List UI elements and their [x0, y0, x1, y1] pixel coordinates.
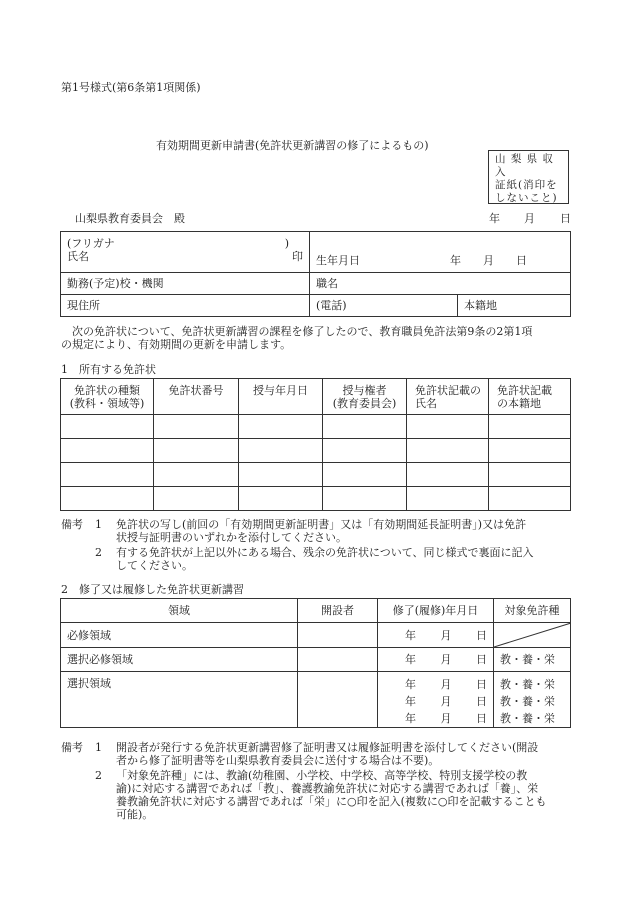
table-row: 必修領域 年 月 日 — [61, 623, 571, 648]
intro-line-2: の規定により、有効期間の更新を申請します。 — [61, 338, 292, 351]
workplace-label: 勤務(予定)校・機関 — [67, 277, 164, 290]
seal-mark: 印 — [292, 250, 303, 263]
workplace-cell[interactable] — [61, 273, 310, 295]
header-completion-date: 修了(履修)年月日 — [378, 599, 494, 623]
addressee: 山梨県教育委員会 殿 — [75, 212, 185, 225]
date-month: 月 — [524, 212, 535, 225]
phone-label: (電話) — [316, 299, 347, 312]
position-label: 職名 — [316, 277, 338, 290]
header-license-number: 免許状番号 — [154, 379, 239, 415]
header-license-type: 免許状の種類 (教科・領域等) — [61, 379, 154, 415]
birth-date-label: 生年月日 — [316, 253, 360, 267]
table-row — [61, 463, 571, 487]
table-row: 選択必修領域 年 月 日 教・養・栄 — [61, 648, 571, 672]
phone-cell[interactable] — [310, 295, 458, 317]
intro-line-1: 次の免許状について、免許状更新講習の課程を修了したので、教育職員免許法第9条の2第1項 — [61, 325, 533, 338]
header-license-name: 免許状記載の 氏名 — [407, 379, 489, 415]
furigana-close: ) — [284, 237, 289, 250]
date-year: 年 — [489, 212, 500, 225]
target-license-na — [494, 623, 571, 648]
birth-day: 日 — [516, 253, 527, 267]
birth-date-cell[interactable] — [310, 232, 571, 273]
notes2-label: 備考 — [61, 741, 83, 754]
area-elective-required: 選択必修領域 — [61, 648, 298, 672]
area-required: 必修領域 — [61, 623, 298, 648]
header-area: 領域 — [61, 599, 298, 623]
domicile-label: 本籍地 — [464, 299, 497, 312]
courses-table — [60, 598, 571, 728]
name-cell[interactable] — [61, 232, 310, 273]
notes2: 備考 1 開設者が発行する免許状更新講習修了証明書又は履修証明書を添付してください(開設 者から修了証明書等を山梨県教育委員会に送付する場合は不要)。 2 「対象免許種」には、教諭(幼稚園、小学校、中学校、高等学校、特別支援学校の教 諭)に対応する講習であれば「教」、養護教諭免許状に対応する講習であれば「養」、栄 養教諭免許状に対応する講習であれば「栄」に○印を記入(複数に○印を記載することも 可能)。 — [61, 741, 547, 821]
section1-heading: 1 所有する免許状 — [61, 363, 156, 376]
header-grant-date: 授与年月日 — [239, 379, 323, 415]
birth-month: 月 — [483, 253, 494, 267]
stamp-line-3: しないこと) — [495, 192, 558, 204]
form-title: 有効期間更新申請書(免許状更新講習の修了によるもの) — [156, 139, 429, 152]
position-cell[interactable] — [310, 273, 571, 295]
licenses-table — [60, 378, 571, 511]
date-day: 日 — [560, 212, 571, 225]
area-elective: 選択領域 — [61, 672, 298, 728]
form-number: 第1号様式(第6条第1項関係) — [61, 81, 201, 94]
header-provider: 開設者 — [298, 599, 378, 623]
target-license-options[interactable]: 教・養・栄 教・養・栄 教・養・栄 — [494, 672, 571, 728]
revenue-stamp-box — [488, 150, 569, 204]
table-row — [61, 439, 571, 463]
stamp-line-2: 証紙(消印を — [495, 179, 558, 191]
furigana-label: (フリガナ — [67, 237, 115, 250]
domicile-cell[interactable] — [458, 295, 571, 317]
table-row — [61, 487, 571, 511]
address-cell[interactable] — [61, 295, 310, 317]
header-license-domicile: 免許状記載 の本籍地 — [489, 379, 571, 415]
applicant-table — [60, 231, 571, 317]
birth-year: 年 — [450, 253, 461, 267]
notes1-label: 備考 — [61, 518, 83, 531]
header-target-license: 対象免許種 — [494, 599, 571, 623]
stamp-line-1: 山 梨 県 収 入 — [495, 153, 555, 178]
header-grantor: 授与権者 (教育委員会) — [323, 379, 407, 415]
target-license-options[interactable]: 教・養・栄 — [494, 648, 571, 672]
section2-heading: 2 修了又は履修した免許状更新講習 — [61, 583, 244, 596]
diagonal-slash — [494, 623, 571, 647]
address-label: 現住所 — [67, 299, 100, 312]
table-row — [61, 415, 571, 439]
name-label: 氏名 — [67, 250, 89, 263]
notes1: 備考 1 免許状の写し(前回の「有効期間更新証明書」又は「有効期間延長証明書」)又は免許 状授与証明書のいずれかを添付してください。 2 有する免許状が上記以外にある場合、残余の免許状について、同じ様式で裏面に記入 してください。 — [61, 518, 534, 572]
table-row: 選択領域 年 月 日 年 月 日 年 月 日 教・養・栄 教・養・栄 教・養・栄 — [61, 672, 571, 728]
intro-paragraph — [61, 325, 532, 351]
